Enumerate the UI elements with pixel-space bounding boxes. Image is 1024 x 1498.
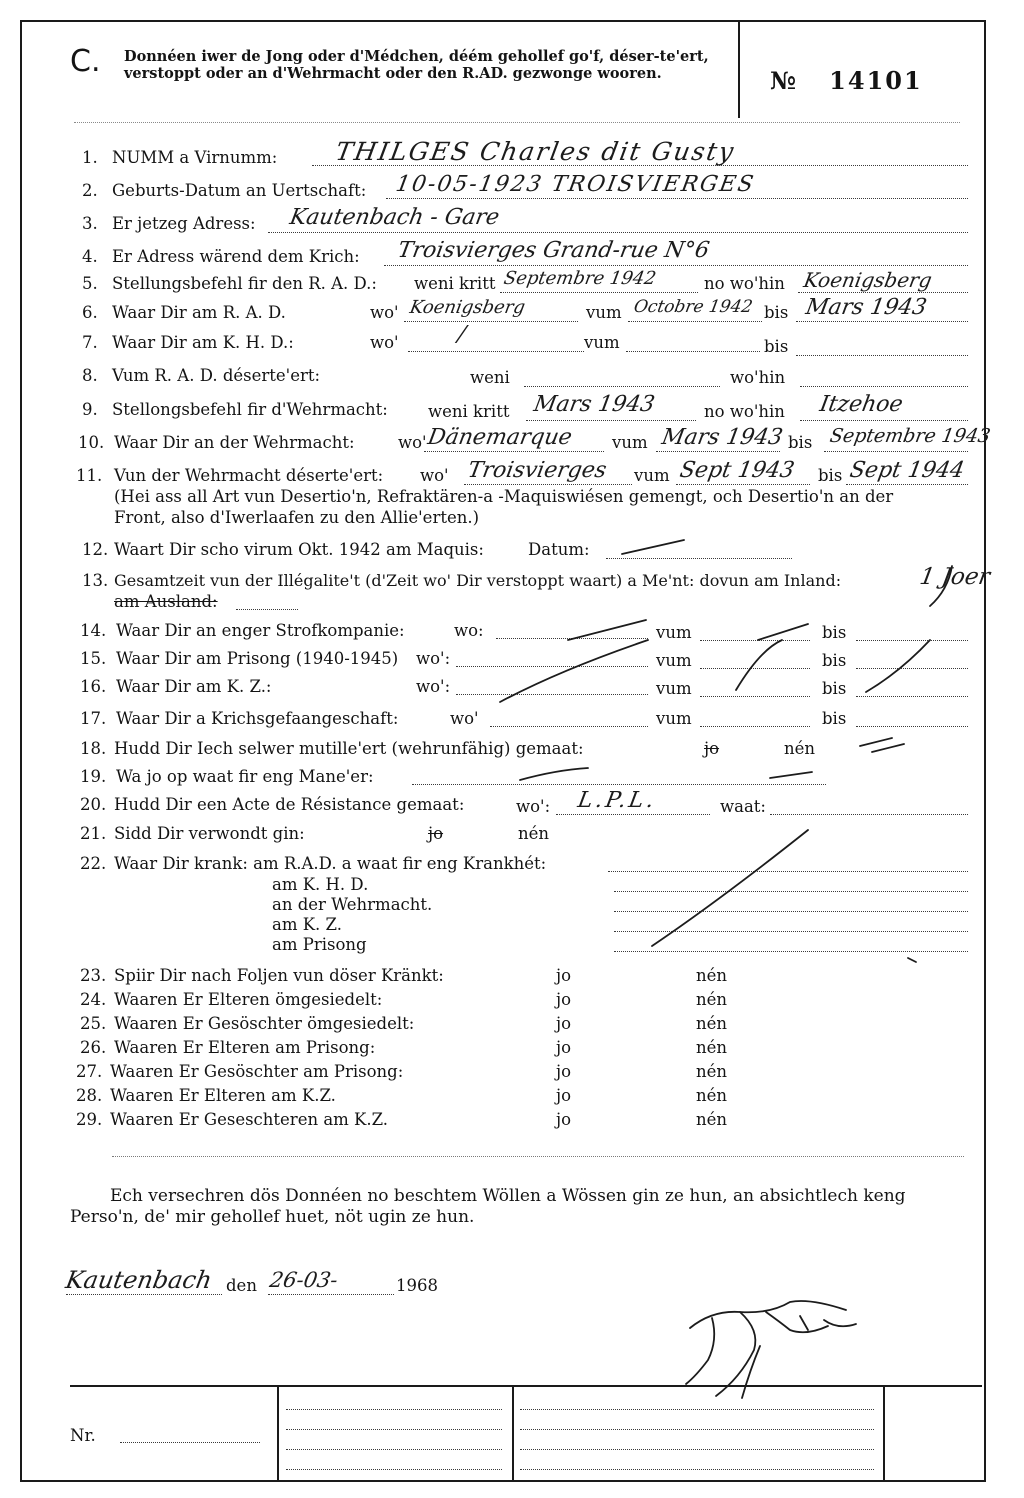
field-label: Waaren Er Elteren am Prisong: xyxy=(114,1038,376,1057)
row-number: 1. xyxy=(82,148,98,167)
den-label: den xyxy=(226,1276,257,1295)
row-number: 3. xyxy=(82,214,98,233)
blank-slash-mark xyxy=(568,620,646,640)
field-label: NUMM a Virnumm: xyxy=(112,148,278,167)
blank-slash-mark xyxy=(500,640,648,702)
field-label: wo' xyxy=(450,709,479,728)
field-label: Waaren Er Elteren ömgesiedelt: xyxy=(114,990,383,1009)
field-label: Waar Dir am K. Z.: xyxy=(116,677,272,696)
field-label: wo'hin xyxy=(730,368,786,387)
field-label: Sidd Dir verwondt gin: xyxy=(114,824,305,843)
field-label: wo' xyxy=(370,333,399,352)
blank-slash-mark xyxy=(736,640,782,690)
field-label: Waar Dir an der Wehrmacht: xyxy=(114,433,355,452)
rad-from: Octobre 1942 xyxy=(632,297,755,317)
field-label: Waar Dir am R. A. D. xyxy=(112,303,286,322)
field-label: wo' xyxy=(420,466,449,485)
row-number: 22. xyxy=(80,854,107,873)
field-label: Hudd Dir Iech selwer mutille'ert (wehrunfähig) gemaat: xyxy=(114,739,584,758)
no-option: nén xyxy=(696,1014,728,1033)
row-number: 15. xyxy=(80,649,107,668)
field-label: Er Adress wärend dem Krich: xyxy=(112,247,360,266)
no-option: nén xyxy=(696,990,728,1009)
field-label: bis xyxy=(788,433,813,452)
field-label: Waart Dir scho virum Okt. 1942 am Maquis: xyxy=(114,540,484,559)
date-value: 26-03- xyxy=(267,1268,340,1292)
field-label: wo: xyxy=(454,621,484,640)
yes-option-struck: jo xyxy=(428,824,444,843)
row-number: 24. xyxy=(80,990,107,1009)
field-note: (Hei ass all Art vun Desertio'n, Refraktären-a -Maquiswiésen gemengt, och Desertio'n an der xyxy=(114,487,894,506)
field-label: Er jetzeg Adress: xyxy=(112,214,256,233)
declaration-line: Perso'n, de' mir gehollef huet, nöt ugin ze hun. xyxy=(70,1207,475,1227)
field-label: bis xyxy=(822,623,847,642)
row-number: 27. xyxy=(76,1062,103,1081)
field-label: Vun der Wehrmacht déserte'ert: xyxy=(114,466,384,485)
no-option: nén xyxy=(784,739,816,758)
address-value: Kautenbach - Gare xyxy=(287,205,502,230)
row-number: 18. xyxy=(80,739,107,758)
row-number: 23. xyxy=(80,966,107,985)
field-label: Waar Dir am K. H. D.: xyxy=(112,333,294,352)
blank-dash-mark xyxy=(520,768,588,780)
blank-dash-mark xyxy=(872,744,904,752)
blank-dash-mark xyxy=(770,772,812,778)
illegality-inland: 1 Joer xyxy=(917,564,992,590)
row-number: 6. xyxy=(82,303,98,322)
field-label: bis xyxy=(764,337,789,356)
rad-to: Mars 1943 xyxy=(803,295,929,320)
blank-dash-mark xyxy=(908,958,916,962)
number-sign: № xyxy=(770,66,799,95)
field-label: vum xyxy=(584,333,620,352)
field-label: Stellungsbefehl fir den R. A. D.: xyxy=(112,274,377,293)
field-label: wo': xyxy=(416,649,451,668)
yes-option: jo xyxy=(556,1110,572,1129)
row-number: 11. xyxy=(76,466,103,485)
wehrmacht-order-date: Mars 1943 xyxy=(531,392,657,417)
yes-option: jo xyxy=(556,966,572,985)
field-label: wo' xyxy=(370,303,399,322)
field-label: vum xyxy=(586,303,622,322)
field-label: waat: xyxy=(720,797,766,816)
row-number: 13. xyxy=(82,571,109,590)
field-label: vum xyxy=(656,623,692,642)
no-option: nén xyxy=(696,1086,728,1105)
field-label: vum xyxy=(634,466,670,485)
rad-place: Koenigsberg xyxy=(408,297,527,318)
desertion-from: Sept 1943 xyxy=(677,458,797,483)
field-label: Vum R. A. D. déserte'ert: xyxy=(112,366,321,385)
field-label: Waar Dir am Prisong (1940-1945) xyxy=(116,649,399,668)
row-number: 5. xyxy=(82,274,98,293)
khd-place: / xyxy=(455,322,468,347)
yes-option-struck: jo xyxy=(704,739,720,758)
row-number: 4. xyxy=(82,247,98,266)
wehrmacht-to: Septembre 1943 xyxy=(828,425,993,447)
row-number: 10. xyxy=(78,433,105,452)
birth-value: 10-05-1923 TROISVIERGES xyxy=(393,172,757,197)
field-label: Datum: xyxy=(528,540,590,559)
field-label: wo': xyxy=(416,677,451,696)
no-option: nén xyxy=(696,1038,728,1057)
yes-option: jo xyxy=(556,990,572,1009)
blank-dash-mark xyxy=(622,540,684,554)
row-number: 25. xyxy=(80,1014,107,1033)
rad-order-date: Septembre 1942 xyxy=(502,268,658,289)
no-option: nén xyxy=(696,1062,728,1081)
field-label: Wa jo op waat fir eng Mane'er: xyxy=(116,767,374,786)
desertion-to: Sept 1944 xyxy=(847,458,967,483)
no-option: nén xyxy=(696,1110,728,1129)
yes-option: jo xyxy=(556,1038,572,1057)
field-label: Waar Dir krank: am R.A.D. a waat fir eng Krankhét: xyxy=(114,854,547,873)
blank-slash-mark xyxy=(866,640,930,692)
field-sublabel: am K. Z. xyxy=(272,915,342,934)
field-label: wo' xyxy=(398,433,427,452)
field-label: vum xyxy=(656,709,692,728)
field-label: weni kritt xyxy=(428,402,510,421)
section-letter: C. xyxy=(70,44,101,79)
yes-option: jo xyxy=(556,1086,572,1105)
war-address-value: Troisvierges Grand-rue N°6 xyxy=(395,238,712,263)
declaration-line: Ech versechren dös Donnéen no beschtem Wöllen a Wössen gin ze hun, an absichtlech keng xyxy=(110,1186,906,1206)
field-label: Geburts-Datum an Uertschaft: xyxy=(112,181,367,200)
yes-option: jo xyxy=(556,1014,572,1033)
field-label: wo': xyxy=(516,797,551,816)
field-label: bis xyxy=(818,466,843,485)
wehrmacht-order-place: Itzehoe xyxy=(817,392,905,417)
field-label: Waaren Er Gesöschter am Prisong: xyxy=(110,1062,404,1081)
row-number: 12. xyxy=(82,540,109,559)
field-sublabel: an der Wehrmacht. xyxy=(272,895,433,914)
field-label: bis xyxy=(822,709,847,728)
row-number: 16. xyxy=(80,677,107,696)
row-number: 26. xyxy=(80,1038,107,1057)
section-description: Donnéen iwer de Jong oder d'Médchen, déém gehollef go'f, déser-te'ert, verstoppt oder an d'Wehrmacht oder den R.AD. gezwonge wooren. xyxy=(124,48,709,82)
field-label: Gesamtzeit vun der Illégalite't (d'Zeit wo' Dir verstoppt waart) a Me'nt: dovun am Inland: xyxy=(114,571,842,590)
field-label: weni xyxy=(470,368,510,387)
desertion-place: Troisvierges xyxy=(465,458,609,483)
row-number: 7. xyxy=(82,333,98,352)
row-number: 17. xyxy=(80,709,107,728)
field-label: vum xyxy=(612,433,648,452)
field-sublabel: am K. H. D. xyxy=(272,875,369,894)
row-number: 21. xyxy=(80,824,107,843)
field-label: Hudd Dir een Acte de Résistance gemaat: xyxy=(114,795,465,814)
field-label: no wo'hin xyxy=(704,274,785,293)
nr-label: Nr. xyxy=(70,1426,96,1445)
field-note: Front, also d'Iwerlaafen zu den Allie'erten.) xyxy=(114,508,480,527)
field-label-struck: am Ausland: xyxy=(114,592,218,611)
field-label: vum xyxy=(656,679,692,698)
blank-dash-mark xyxy=(860,738,892,746)
field-label: Waar Dir a Krichsgefaangeschaft: xyxy=(116,709,399,728)
number-value: 14101 xyxy=(829,66,923,95)
year-label: 1968 xyxy=(396,1276,438,1295)
no-option: nén xyxy=(696,966,728,985)
field-label: Waar Dir an enger Strofkompanie: xyxy=(116,621,405,640)
resistance-place: L.P.L. xyxy=(575,788,659,813)
field-label: no wo'hin xyxy=(704,402,785,421)
field-label: Waaren Er Elteren am K.Z. xyxy=(110,1086,336,1105)
yes-option: jo xyxy=(556,1062,572,1081)
field-sublabel: am Prisong xyxy=(272,935,367,954)
blank-slash-mark xyxy=(652,830,808,946)
place-value: Kautenbach xyxy=(63,1266,215,1294)
field-label: Waaren Er Gesöschter ömgesiedelt: xyxy=(114,1014,415,1033)
field-label: Stellongsbefehl fir d'Wehrmacht: xyxy=(112,400,388,419)
field-label: bis xyxy=(822,679,847,698)
field-label: vum xyxy=(656,651,692,670)
row-number: 20. xyxy=(80,795,107,814)
row-number: 29. xyxy=(76,1110,103,1129)
row-number: 2. xyxy=(82,181,98,200)
name-value: THILGES Charles dit Gusty xyxy=(333,137,738,166)
row-number: 8. xyxy=(82,366,98,385)
row-number: 19. xyxy=(80,767,107,786)
no-option: nén xyxy=(518,824,550,843)
wehrmacht-place: Dänemarque xyxy=(425,425,574,450)
blank-slash-mark xyxy=(758,624,808,640)
field-label: bis xyxy=(822,651,847,670)
wehrmacht-from: Mars 1943 xyxy=(659,425,785,450)
row-number: 9. xyxy=(82,400,98,419)
signature-mark xyxy=(686,1301,856,1398)
row-number: 14. xyxy=(80,621,107,640)
row-number: 28. xyxy=(76,1086,103,1105)
field-label: weni kritt xyxy=(414,274,496,293)
field-label: Spiir Dir nach Foljen vun döser Kränkt: xyxy=(114,966,444,985)
continuation-mark xyxy=(930,566,952,606)
field-label: bis xyxy=(764,303,789,322)
field-label: Waaren Er Geseschteren am K.Z. xyxy=(110,1110,389,1129)
rad-order-place: Koenigsberg xyxy=(801,268,934,292)
